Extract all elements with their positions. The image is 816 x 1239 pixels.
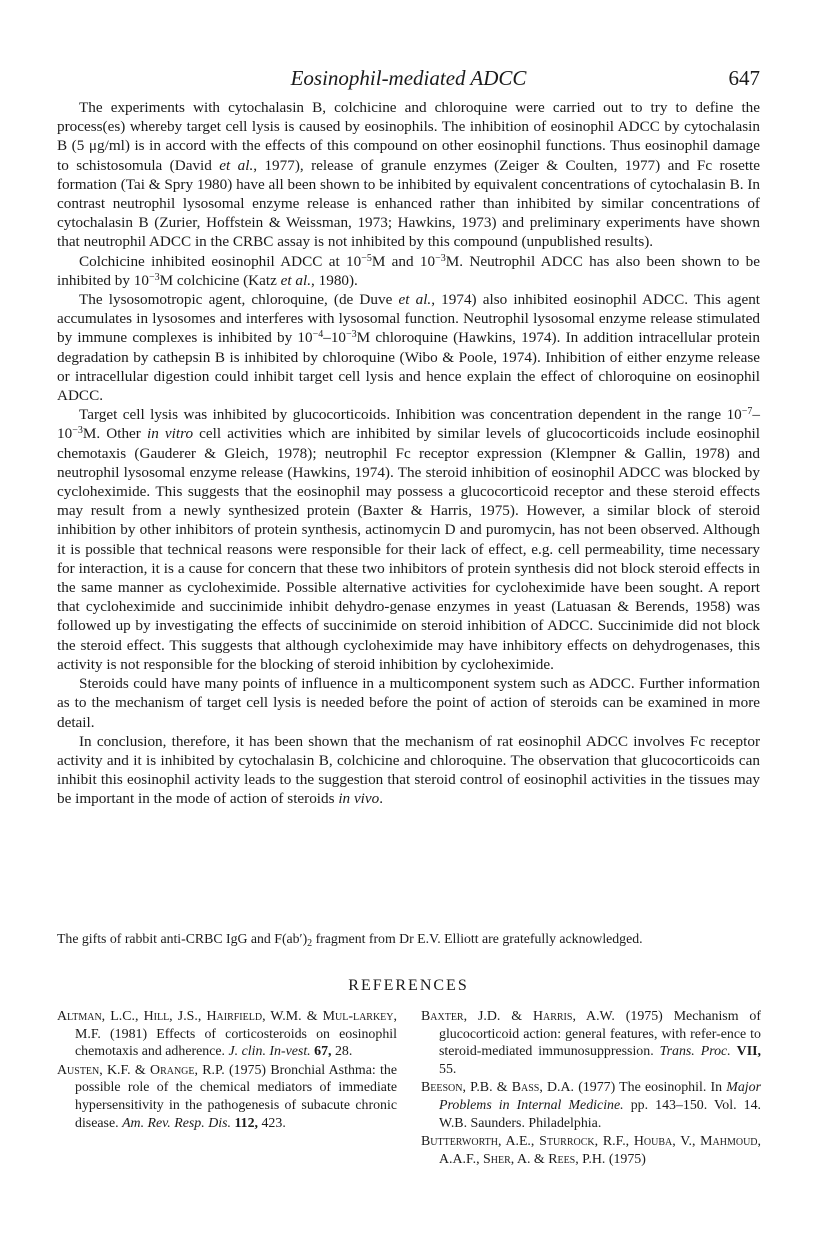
text-run: et al. <box>219 156 254 174</box>
text-run: Butterworth, A.E., Sturrock, R.F., Houba, V., Mahmoud, A.A.F., Sher, A. & Rees, P.H. <box>421 1134 761 1167</box>
text-run: (1975) Mechanism of glucocorticoid action: general features, with refer-ence to steroid-mediated immunosuppression. <box>439 1009 761 1060</box>
paragraph <box>57 674 760 732</box>
paragraph <box>57 732 760 809</box>
paragraph <box>57 252 760 290</box>
text-run: −3 <box>72 425 83 437</box>
text-run: –10 <box>57 406 760 443</box>
text-run: Baxter, J.D. & Harris, A.W. <box>421 1009 615 1024</box>
reference-column-left <box>57 1008 397 1133</box>
paragraph <box>57 290 760 405</box>
text-run: et al. <box>398 291 432 309</box>
text-run: The gifts of rabbit anti-CRBC IgG and F(ab′) <box>57 931 308 946</box>
text-run: . Other <box>96 425 147 443</box>
reference-item <box>421 1008 761 1078</box>
text-run: 67, <box>314 1044 332 1060</box>
text-run: Major Problems in Internal Medicine. <box>439 1080 761 1113</box>
text-run: Altman, L.C., Hill, J.S., Hairfield, W.M. & Mul-larkey, M.F. <box>57 1009 397 1042</box>
text-run: Trans. Proc. <box>659 1044 731 1060</box>
text-run: −4 <box>312 329 324 341</box>
text-run: , 1980). <box>311 271 358 289</box>
text-run: Steroids could have many points of influence in a multicomponent system such as ADCC. Further information as to the mechanism of target cell lysis is needed before the point of action of steroids can be examined in more detail. <box>57 675 760 731</box>
reference-item <box>57 1062 397 1132</box>
text-run: Colchicine inhibited eosinophil ADCC at 10 <box>79 252 362 270</box>
text-run: Am. Rev. Resp. Dis. <box>122 1115 231 1131</box>
text-run: et al. <box>280 271 312 289</box>
text-run: 55. <box>439 1061 457 1077</box>
reference-column-right <box>421 1008 761 1169</box>
text-run: −7 <box>741 406 753 418</box>
text-run: pp. 143–150. Vol. 14. W.B. Saunders. Philadelphia. <box>439 1097 761 1131</box>
paragraph <box>57 98 760 252</box>
text-run: M <box>82 425 97 443</box>
references-heading: REFERENCES <box>348 977 469 994</box>
text-run: −3 <box>346 329 357 341</box>
text-run: Target cell lysis was inhibited by glucocorticoids. Inhibition was concentration dependent in the range 10 <box>79 406 742 424</box>
reference-item <box>57 1008 397 1061</box>
text-run: M <box>445 252 460 270</box>
text-run: in vivo <box>338 790 380 808</box>
text-run: M <box>356 329 371 347</box>
text-run: , 1974) also inhibited eosinophil ADCC. This agent accumulates in lysosomes and interferes with lysosomal function. Neutrophil lysosomal enzyme release stimulated by immune complexes is inhibited by 10 <box>57 291 761 347</box>
text-run: M <box>159 271 174 289</box>
page-header <box>57 64 760 94</box>
text-run: 112, <box>234 1115 259 1131</box>
paragraph <box>57 405 760 674</box>
text-run: (1981) Effects of corticosteroids on eosinophil chemotaxis and adherence. <box>75 1026 397 1060</box>
text-run: 28. <box>331 1044 353 1060</box>
text-run: The experiments with cytochalasin B, colchicine and chloroquine were carried out to try to define the process(es) whereby target cell lysis is caused by eosinophils. The inhibition of eosinophil ADCC by cytochalasin B (5 μg/ml) is in accord with the effects of this compound on other eosinophil functions. Thus eosinophil damage to schistosomula (David <box>57 99 760 174</box>
body-text <box>57 98 760 809</box>
text-run: chloroquine (Hawkins, 1974). In addition intracellular protein degradation by cathepsin B is inhibited by chloroquine (Wibo & Poole, 1974). Inhibition of either enzyme release or intracellular digestion could inhibit target cell lysis and hence explain the effect of chloroquine on eosinophil ADCC. <box>57 329 760 405</box>
text-run: fragment from Dr E.V. Elliott are gratefully acknowledged. <box>312 931 643 946</box>
text-run: Austen, K.F. & Orange, R.P. <box>57 1062 225 1078</box>
reference-item <box>421 1079 761 1132</box>
text-run: 2 <box>307 938 313 949</box>
acknowledgement <box>57 930 760 948</box>
text-run: The lysosomotropic agent, chloroquine, (de Duve <box>79 291 399 309</box>
text-run: −5 <box>361 252 372 264</box>
text-run: −3 <box>435 252 446 264</box>
text-run: J. clin. In-vest. <box>228 1044 311 1060</box>
text-run: and 10 <box>385 252 436 270</box>
text-run: in vitro <box>146 425 194 443</box>
text-run: cell activities which are inhibited by similar levels of glucocorticoids include eosinophil chemotaxis (Gauderer & Gleich, 1978); neutrophil Fc receptor expression (Klempner & Gallin, 1978) and neutrophil lysosomal enzyme release (Hawkins, 1974). The steroid inhibition of eosinophil ADCC was blocked by cycloheximide. This suggests that the eosinophil may possess a glucocorticoid receptor and these steroid effects may result from a newly synthesized protein (Baxter & Harris, 1975). However, a similar block of steroid inhibition by other inhibitors of protein synthesis, actinomycin D and puromycin, has not been observed. Although it is possible that technical reasons were responsible for their lack of effect, e.g. cell permeability, time necessary for interaction, it is a cause for concern that these two inhibitors of protein synthesis did not block steroid effects in the same manner as cycloheximide. Possible alternative activities for cycloheximide have been sought. A report that cycloheximide and succinimide inhibit dehydro-genase enzymes in yeast (Latuasan & Berends, 1958) was followed up by investigating the effects of succinimide on steroid inhibition of ADCC. Succinimide did not block the steroid effect. This suggests that although cycloheximide may have inhibitory effects on dehydrogenases, this activity is not responsible for the blocking of steroid inhibition by cycloheximide. <box>57 425 760 673</box>
text-run: –10 <box>323 329 347 347</box>
text-run: 423. <box>258 1115 286 1131</box>
text-run: (1977) The eosinophil. In <box>574 1080 727 1096</box>
text-run: (1975) Bronchial Asthma: the possible role of the chemical mediators of immediate hypersensitivity in the pathogenesis of subacute chronic disease. <box>75 1062 397 1131</box>
text-run: . <box>379 790 384 808</box>
text-run: M <box>371 252 386 270</box>
text-run: . Neutrophil ADCC has also been shown to be inhibited by 10 <box>57 252 760 289</box>
reference-item <box>421 1133 761 1168</box>
text-run: −3 <box>148 271 160 283</box>
text-run: VII, <box>736 1044 761 1060</box>
text-run: colchicine (Katz <box>173 271 281 289</box>
text-run: (1975) <box>605 1151 646 1167</box>
text-run: , 1977), release of granule enzymes (Zeiger & Coulten, 1977) and Fc rosette formation (Tai & Spry 1980) have all been shown to be inhibited by equivalent concentrations of cytochalasin B. In contrast neutrophil lysosomal enzyme release is enhanced rather than inhibited by similar concentrations of cytochalasin B (Zurier, Hoffstein & Weissman, 1973; Hawkins, 1973) and preliminary experiments have shown that neutrophil ADCC in the CRBC assay is not inhibited by this compound (unpublished results). <box>57 156 761 251</box>
page-number: 647 <box>728 66 760 90</box>
text-run: In conclusion, therefore, it has been shown that the mechanism of rat eosinophil ADCC involves Fc receptor activity and it is inhibited by cytochalasin B, colchicine and chloroquine. The observation that glucocorticoids can inhibit this eosinophil activity leads to the suggestion that steroid control of eosinophil activities in the tissues may be important in the mode of action of steroids <box>57 732 760 808</box>
running-title: Eosinophil-mediated ADCC <box>290 66 527 90</box>
text-run: Beeson, P.B. & Bass, D.A. <box>421 1080 575 1096</box>
